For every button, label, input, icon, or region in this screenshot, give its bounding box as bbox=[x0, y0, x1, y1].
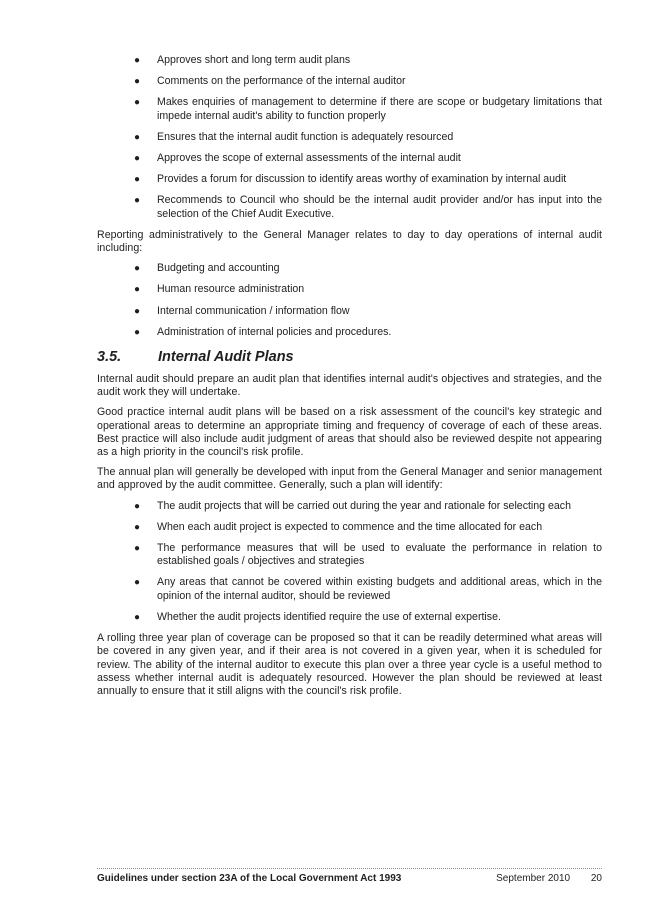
bullet-icon: ● bbox=[134, 500, 141, 512]
footer-title: Guidelines under section 23A of the Local Government Act 1993 bbox=[97, 873, 402, 884]
bullet-icon: ● bbox=[134, 577, 141, 589]
bullet-icon: ● bbox=[134, 263, 141, 275]
list-item bbox=[97, 96, 602, 122]
list-item-text: Budgeting and accounting bbox=[157, 262, 280, 275]
list-item bbox=[97, 75, 602, 88]
list-item bbox=[97, 262, 602, 275]
list-item-text: The performance measures that will be used to evaluate the performance in relation to established goals / objectives and strategies bbox=[157, 542, 602, 568]
reporting-paragraph: Reporting administratively to the General Manager relates to day to day operations of internal audit including: bbox=[97, 228, 602, 255]
list-item bbox=[97, 173, 602, 186]
bullet-icon: ● bbox=[134, 76, 141, 88]
audit-plan-contents-list bbox=[97, 500, 602, 624]
list-item-text: Comments on the performance of the internal auditor bbox=[157, 75, 406, 88]
body-paragraph: Good practice internal audit plans will be based on a risk assessment of the council's key strategic and operational areas to determine an appropriate timing and frequency of coverage of each of these areas. Best practice will also include audit judgment of areas that should also be reviewed despite not appearing as a high priority in the council's risk profile. bbox=[97, 406, 602, 459]
administrative-items-list bbox=[97, 262, 602, 339]
list-item bbox=[97, 576, 602, 602]
list-item-text: Provides a forum for discussion to identify areas worthy of examination by internal audit bbox=[157, 173, 567, 186]
page-number: 20 bbox=[590, 873, 602, 884]
list-item-text: Makes enquiries of management to determine if there are scope or budgetary limitations that impede internal audit's ability to function properly bbox=[157, 96, 602, 122]
bullet-icon: ● bbox=[134, 305, 141, 317]
list-item-text: Approves short and long term audit plans bbox=[157, 54, 351, 66]
body-paragraph: The annual plan will generally be developed with input from the General Manager and senior management and approved by the audit committee. Generally, such a plan will identify: bbox=[97, 466, 602, 492]
document-page bbox=[97, 54, 602, 705]
footer-date: September 2010 bbox=[496, 873, 571, 884]
bullet-icon: ● bbox=[134, 174, 141, 186]
list-item-text: Any areas that cannot be covered within existing budgets and additional areas, which in the opinion of the internal auditor, should be reviewed bbox=[157, 576, 602, 602]
list-item bbox=[97, 283, 602, 296]
list-item bbox=[97, 500, 602, 513]
list-item-text: Human resource administration bbox=[157, 283, 305, 296]
list-item bbox=[97, 54, 602, 67]
section-title: Internal Audit Plans bbox=[158, 349, 294, 366]
list-item bbox=[97, 305, 602, 318]
list-item bbox=[97, 152, 602, 165]
list-item bbox=[97, 326, 602, 339]
list-item-text: Internal communication / information flow bbox=[157, 304, 350, 317]
section-number: 3.5. bbox=[97, 349, 122, 366]
list-item bbox=[97, 542, 602, 568]
list-item-text: When each audit project is expected to commence and the time allocated for each bbox=[157, 520, 543, 533]
bullet-icon: ● bbox=[134, 97, 141, 109]
list-item-text: Whether the audit projects identified require the use of external expertise. bbox=[157, 610, 501, 623]
body-paragraph: A rolling three year plan of coverage can be proposed so that it can be readily determined what areas will be covered in any given year, and if their area is not covered in a given year, when it is scheduled for review. The ability of the internal auditor to execute this plan over a three year cycle is a useful method to assess whether internal audit is adequately resourced. However the plan should be reviewed at least annually to ensure that it still aligns with the council's risk profile. bbox=[97, 632, 602, 697]
bullet-icon: ● bbox=[134, 326, 141, 338]
bullet-icon: ● bbox=[134, 521, 141, 533]
list-item-text: Recommends to Council who should be the internal audit provider and/or has input into the selection of the Chief Audit Executive. bbox=[157, 194, 602, 220]
list-item-text: Ensures that the internal audit function is adequately resourced bbox=[157, 130, 454, 143]
body-paragraph: Internal audit should prepare an audit plan that identifies internal audit's objectives and strategies, and the audit work they will undertake. bbox=[97, 373, 602, 399]
list-item-text: Approves the scope of external assessments of the internal audit bbox=[157, 152, 461, 165]
footer-meta bbox=[496, 872, 602, 885]
page-footer bbox=[97, 868, 602, 885]
section-heading bbox=[97, 349, 602, 366]
list-item bbox=[97, 611, 602, 624]
bullet-icon: ● bbox=[134, 153, 141, 165]
bullet-icon: ● bbox=[134, 543, 141, 555]
list-item bbox=[97, 521, 602, 534]
list-item bbox=[97, 194, 602, 220]
bullet-icon: ● bbox=[134, 284, 141, 296]
bullet-icon: ● bbox=[134, 131, 141, 143]
committee-responsibilities-list bbox=[97, 54, 602, 221]
list-item bbox=[97, 131, 602, 144]
bullet-icon: ● bbox=[134, 611, 141, 623]
list-item-text: Administration of internal policies and procedures. bbox=[157, 325, 392, 338]
bullet-icon: ● bbox=[134, 195, 141, 207]
list-item-text: The audit projects that will be carried out during the year and rationale for selecting each bbox=[157, 499, 571, 512]
bullet-icon: ● bbox=[134, 55, 141, 66]
